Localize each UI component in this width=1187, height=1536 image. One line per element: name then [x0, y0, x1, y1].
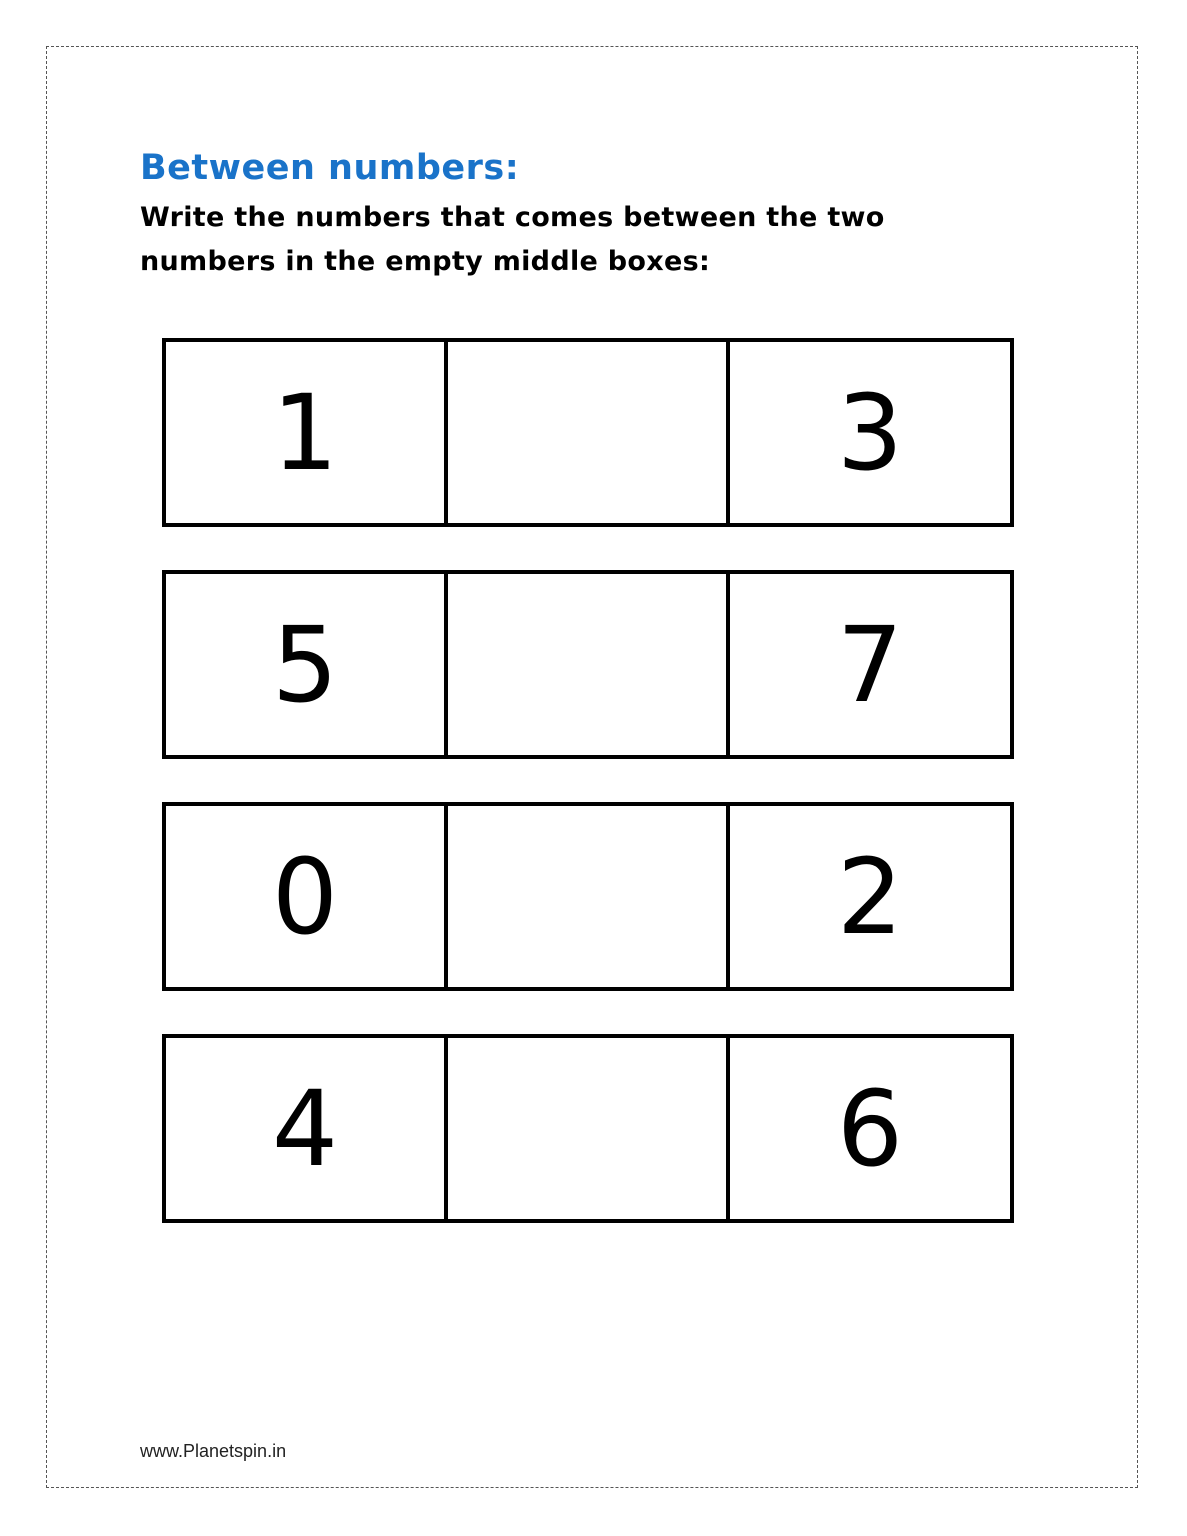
- answer-box[interactable]: [448, 1038, 730, 1219]
- right-number-box: 7: [836, 603, 904, 726]
- right-number-box: 6: [836, 1067, 904, 1190]
- worksheet-title: Between numbers:: [140, 148, 520, 188]
- answer-box[interactable]: [448, 574, 730, 755]
- number-row: [162, 338, 1014, 527]
- answer-box[interactable]: [448, 342, 730, 523]
- number-row: [162, 1034, 1014, 1223]
- number-row: [162, 570, 1014, 759]
- answer-box[interactable]: [448, 806, 730, 987]
- left-number-box: 0: [166, 806, 448, 987]
- left-number-box: 5: [166, 574, 448, 755]
- right-number-box: 2: [836, 835, 904, 958]
- number-row: [162, 802, 1014, 991]
- number-rows: [162, 338, 1014, 1266]
- right-number-box: 3: [836, 371, 904, 494]
- left-number-box: 4: [166, 1038, 448, 1219]
- left-number-box: 1: [166, 342, 448, 523]
- footer-url: www.Planetspin.in: [140, 1441, 287, 1461]
- worksheet-instructions: Write the numbers that comes between the two numbers in the empty middle boxes:: [140, 202, 885, 277]
